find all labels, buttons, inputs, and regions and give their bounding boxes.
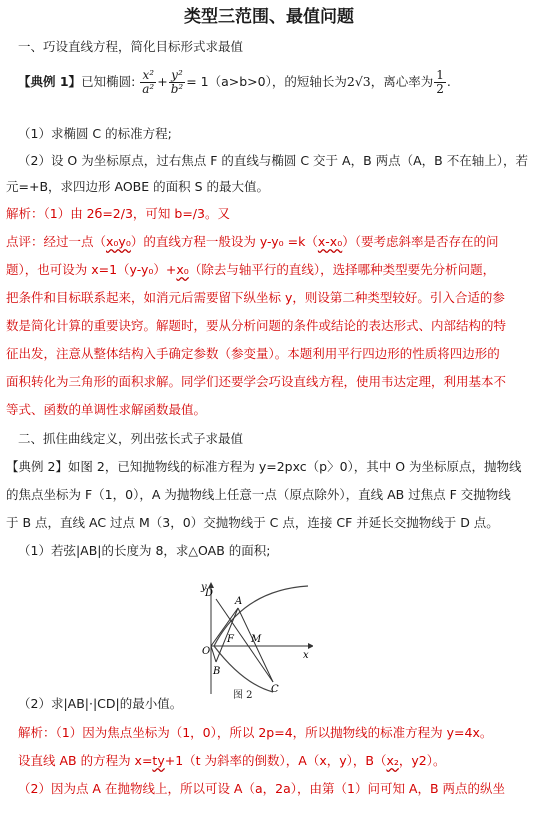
- comment-line1: 点评：经过一点（x₀y₀）的直线方程一般设为 y-y₀ =k（x-x₀）（要考虑斜率是否存在的问: [6, 234, 499, 249]
- analysis2-line3: （2）因为点 A 在抛物线上，所以可设 A（a，2a），由第（1）问可知 A，B 两点的纵坐: [18, 781, 506, 796]
- eccentricity-fraction: $\frac{1}{2}$: [436, 68, 444, 96]
- question2-line2: 元=+B，求四边形 AOBE 的面积 S 的最大值。: [6, 179, 269, 194]
- example1-eq-tail: = 1（a>b>0），的短轴长为: [186, 74, 347, 89]
- label-x: x: [303, 650, 309, 661]
- example2-line3: 于 B 点，直线 AC 过点 M（3，0）交抛物线于 C 点，连接 CF 并延长交抛物线于 D 点。: [6, 515, 499, 530]
- comment-line4: 数是简化计算的重要诀窍。解题时，要从分析问题的条件或结论的表达形式、内部结构的特: [6, 318, 507, 333]
- analysis2-line1: 解析：（1）因为焦点坐标为（1，0），所以 2p=4，所以抛物线的标准方程为 y=4x。: [18, 725, 493, 740]
- analysis2-line2: 设直线 AB 的方程为 x=ty+1（t 为斜率的倒数），A（x，y），B（x₂，y2）。: [18, 753, 446, 768]
- label-y: y: [201, 582, 207, 593]
- comment-line5: 征出发，注意从整体结构入手确定参数（参变量）。本题利用平行四边形的性质将四边形的: [6, 346, 500, 361]
- fraction-y-over-b: $\frac{\text{y²}}{\text{b²}}$: [170, 68, 184, 96]
- example2-question2: （2）求|AB|·|CD|的最小值。: [18, 696, 183, 711]
- label-c: C: [271, 684, 279, 695]
- label-b: B: [213, 666, 221, 677]
- example2-line1: 【典例 2】如图 2，已知抛物线的标准方程为 y=2pxc（p〉0），其中 O 为坐标原点，抛物线: [6, 459, 522, 474]
- comment-line6: 面积转化为三角形的面积求解。同学们还要学会巧设直线方程，使用韦达定理，利用基本不: [6, 374, 507, 389]
- comment-line3: 把条件和目标联系起来，如消元后需要留下纵坐标 y，则设第二种类型较好。引入合适的参: [6, 290, 505, 305]
- example1-text-b: ，离心率为: [370, 74, 434, 89]
- label-o: O: [202, 646, 211, 657]
- comment-line7: 等式、函数的单调性求解函数最值。: [6, 402, 207, 417]
- example2-line2: 的焦点坐标为 F（1，0），A 为抛物线上任意一点（原点除外），直线 AB 过焦点 F 交抛物线: [6, 487, 511, 502]
- label-m: M: [251, 634, 262, 645]
- figure-caption: 图 2: [233, 690, 253, 701]
- example2-question1: （1）若弦|AB|的长度为 8，求△OAB 的面积;: [18, 543, 271, 558]
- section2-heading: 二、抓住曲线定义，列出弦长式子求最值: [18, 431, 244, 446]
- comment-line2: 题），也可设为 x=1（y-y₀）+x₀（除去与轴平行的直线），选择哪种类型要先分析问题，: [6, 262, 496, 277]
- x-axis-arrow: [308, 643, 313, 649]
- label-a: A: [235, 596, 243, 607]
- example1-label: 【典例 1】: [18, 74, 82, 89]
- parabola-figure: [183, 582, 313, 702]
- label-f: F: [227, 634, 234, 645]
- short-axis-value: 2√3: [346, 74, 371, 89]
- label-d: D: [205, 588, 214, 599]
- section1-heading: 一、巧设直线方程，简化目标形式求最值: [18, 39, 244, 54]
- example1-statement: 【典例 1】已知椭圆: $\frac{\text{x²}}{\text{a²}}$ + $\frac{\text{y²}}{\text{b²}}$ = 1（a>b>0），的短轴长为2√3，离心率为 $\frac{1}{2}$ .: [18, 68, 451, 96]
- question1: （1）求椭圆 C 的标准方程;: [18, 126, 172, 141]
- example1-text-a: 已知椭圆:: [81, 74, 136, 89]
- question2-line1: （2）设 O 为坐标原点，过右焦点 F 的直线与椭圆 C 交于 A，B 两点（A，B 不在轴上），若: [18, 153, 528, 168]
- page-title: 类型三范围、最值问题: [184, 7, 354, 27]
- analysis1: 解析：（1）由 2б=2/3，可知 b=/3。又: [6, 206, 230, 221]
- line-ac: [238, 608, 273, 682]
- fraction-x-over-a: $\frac{\text{x²}}{\text{a²}}$: [142, 68, 155, 96]
